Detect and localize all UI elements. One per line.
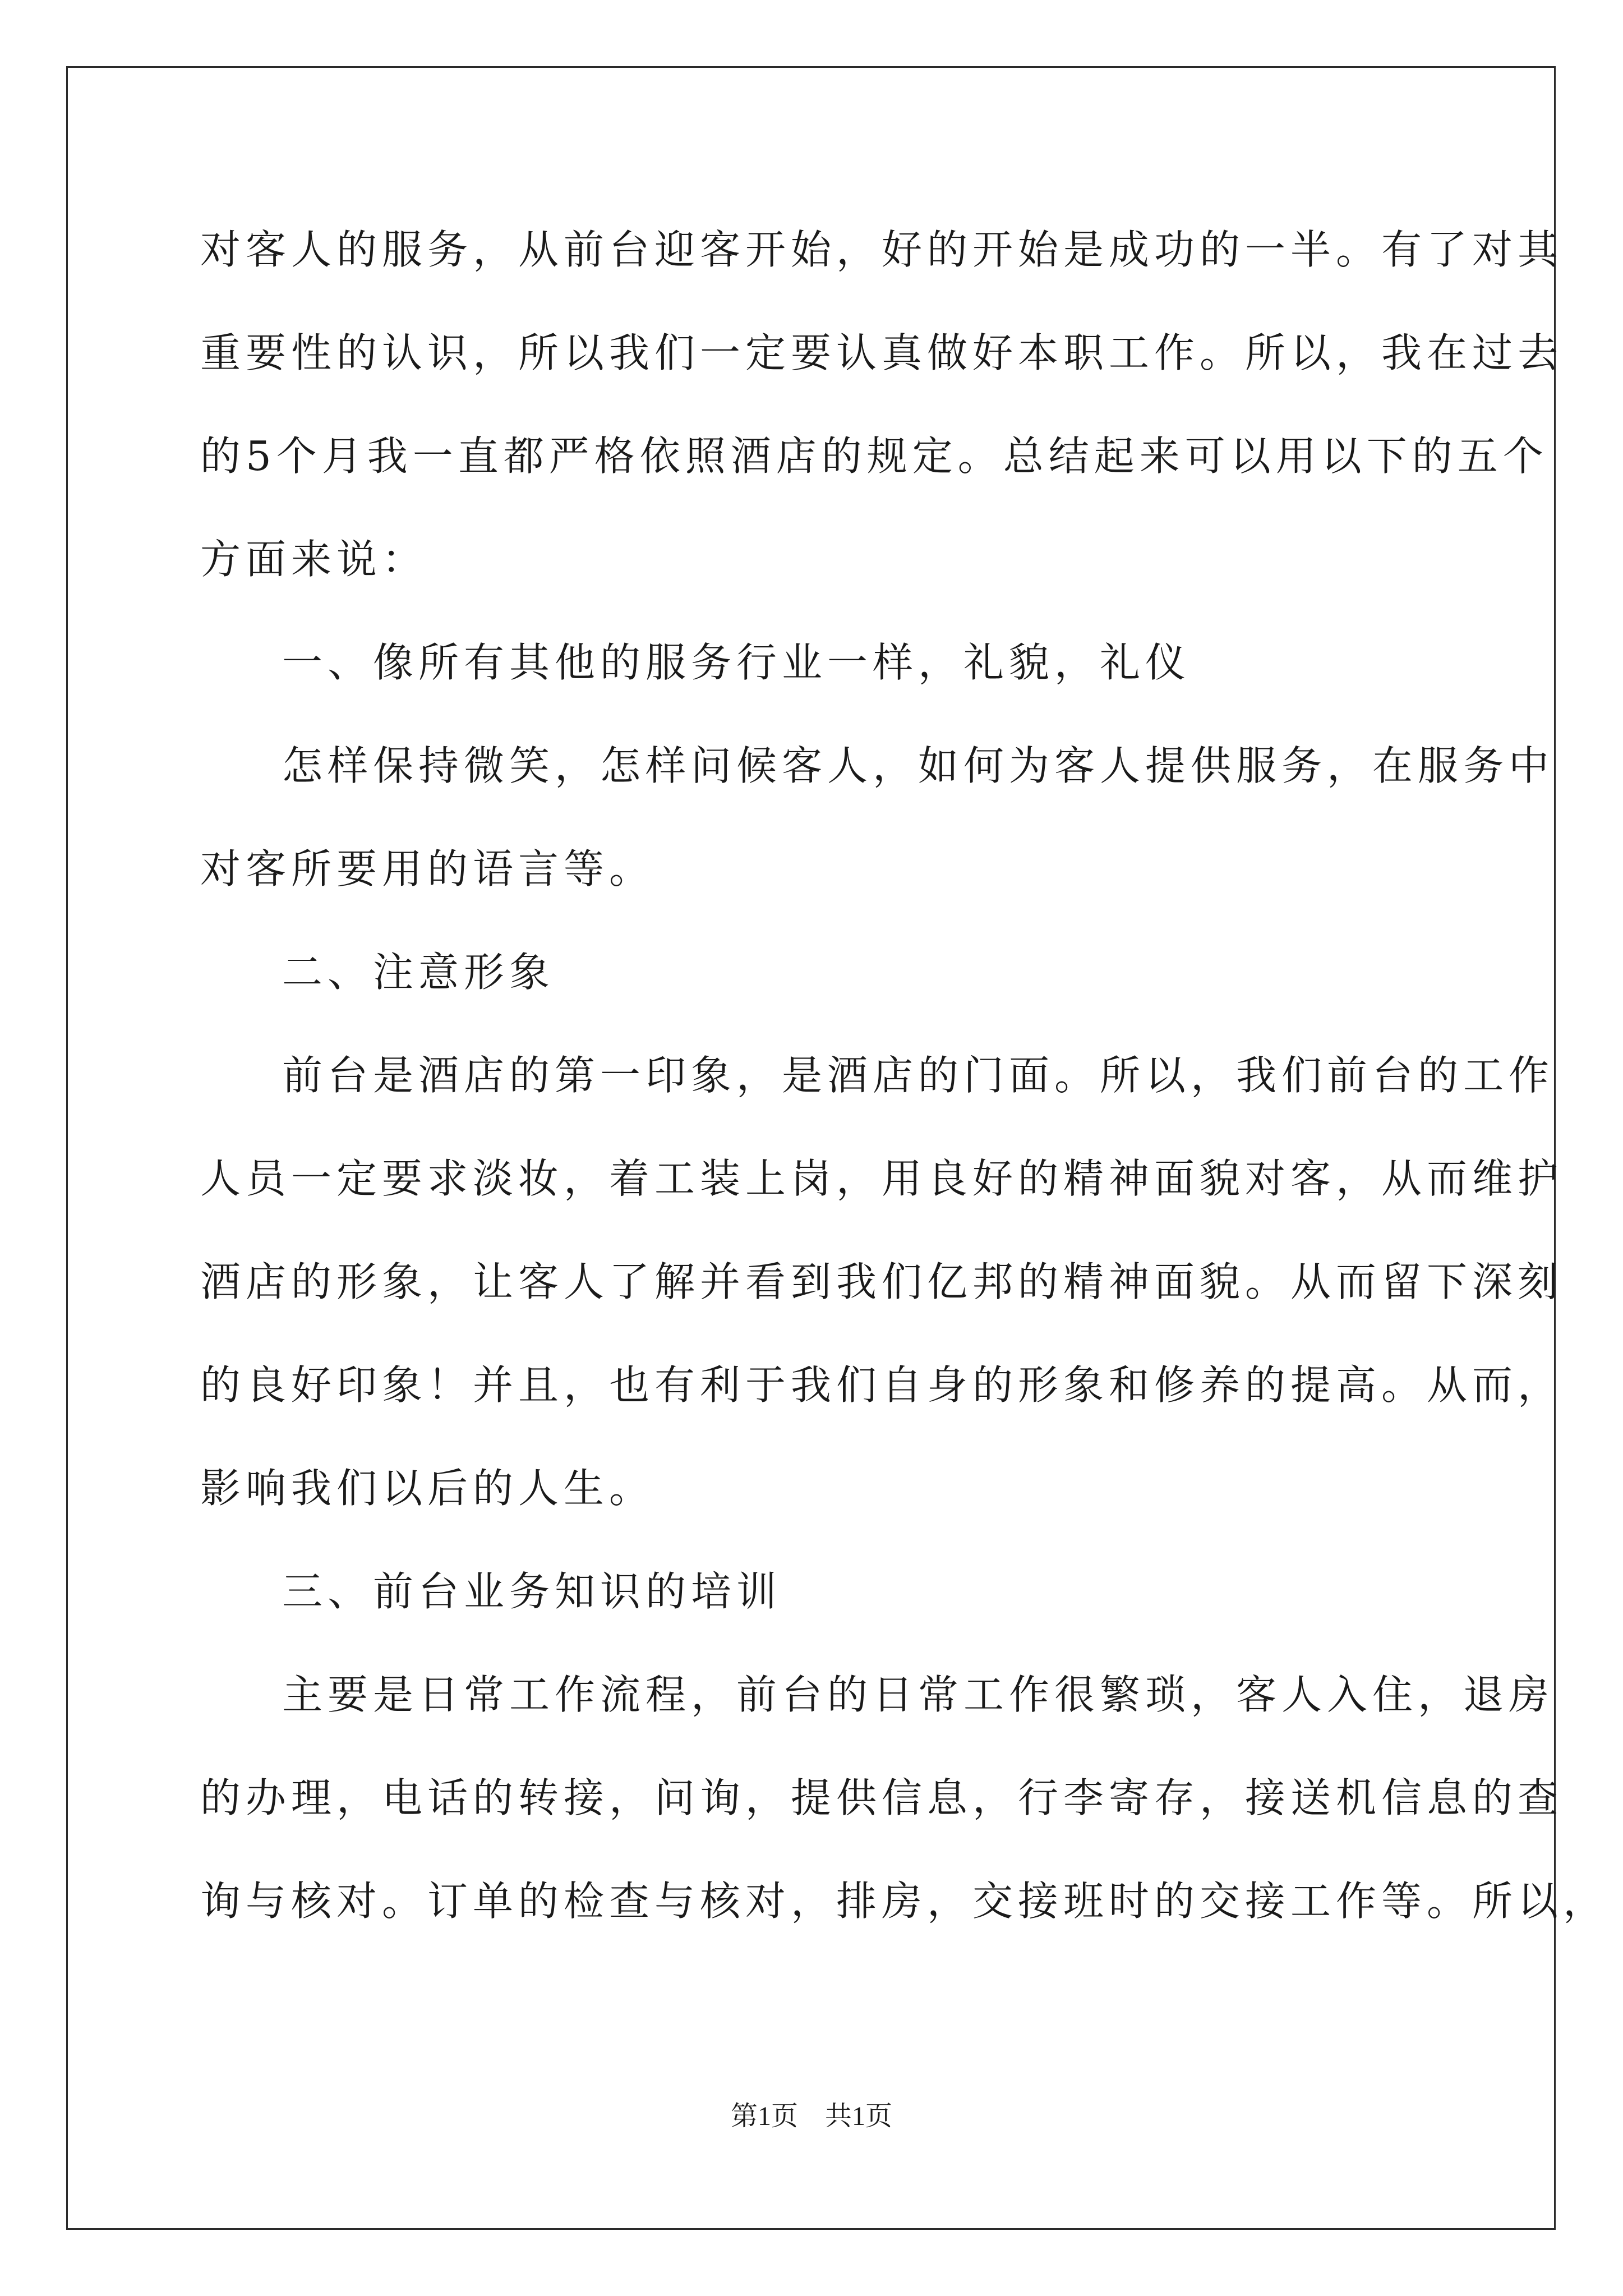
paragraph-line: 对客人的服务，从前台迎客开始，好的开始是成功的一半。有了对其 bbox=[200, 226, 1564, 273]
paragraph-line: 前台是酒店的第一印象，是酒店的门面。所以，我们前台的工作 bbox=[282, 1052, 1555, 1099]
paragraph-line: 人员一定要求淡妆，着工装上岗，用良好的精神面貌对客，从而维护 bbox=[200, 1155, 1564, 1202]
paragraph-line: 重要性的认识，所以我们一定要认真做好本职工作。所以，我在过去 bbox=[200, 329, 1564, 376]
paragraph-line: 的5个月我一直都严格依照酒店的规定。总结起来可以用以下的五个 bbox=[200, 432, 1548, 480]
section-heading: 二、注意形象 bbox=[282, 949, 555, 996]
paragraph-line: 影响我们以后的人生。 bbox=[200, 1465, 655, 1512]
paragraph-line: 酒店的形象，让客人了解并看到我们亿邦的精神面貌。从而留下深刻 bbox=[200, 1258, 1564, 1305]
paragraph-line: 主要是日常工作流程，前台的日常工作很繁琐，客人入住，退房 bbox=[282, 1671, 1555, 1718]
paragraph-line: 对客所要用的语言等。 bbox=[200, 845, 655, 892]
paragraph-line: 询与核对。订单的检查与核对，排房，交接班时的交接工作等。所以， bbox=[200, 1878, 1609, 1925]
section-heading: 一、像所有其他的服务行业一样，礼貌，礼仪 bbox=[282, 639, 1191, 686]
page-number-footer: 第1页 共1页 bbox=[730, 2101, 892, 2131]
paragraph-line: 的办理，电话的转接，问询，提供信息，行李寄存，接送机信息的查 bbox=[200, 1774, 1564, 1821]
paragraph-line: 的良好印象！并且，也有利于我们自身的形象和修养的提高。从而， bbox=[200, 1361, 1564, 1409]
section-heading: 三、前台业务知识的培训 bbox=[282, 1568, 782, 1615]
paragraph-line: 方面来说： bbox=[200, 536, 428, 583]
paragraph-line: 怎样保持微笑，怎样问候客人，如何为客人提供服务，在服务中 bbox=[282, 742, 1555, 789]
